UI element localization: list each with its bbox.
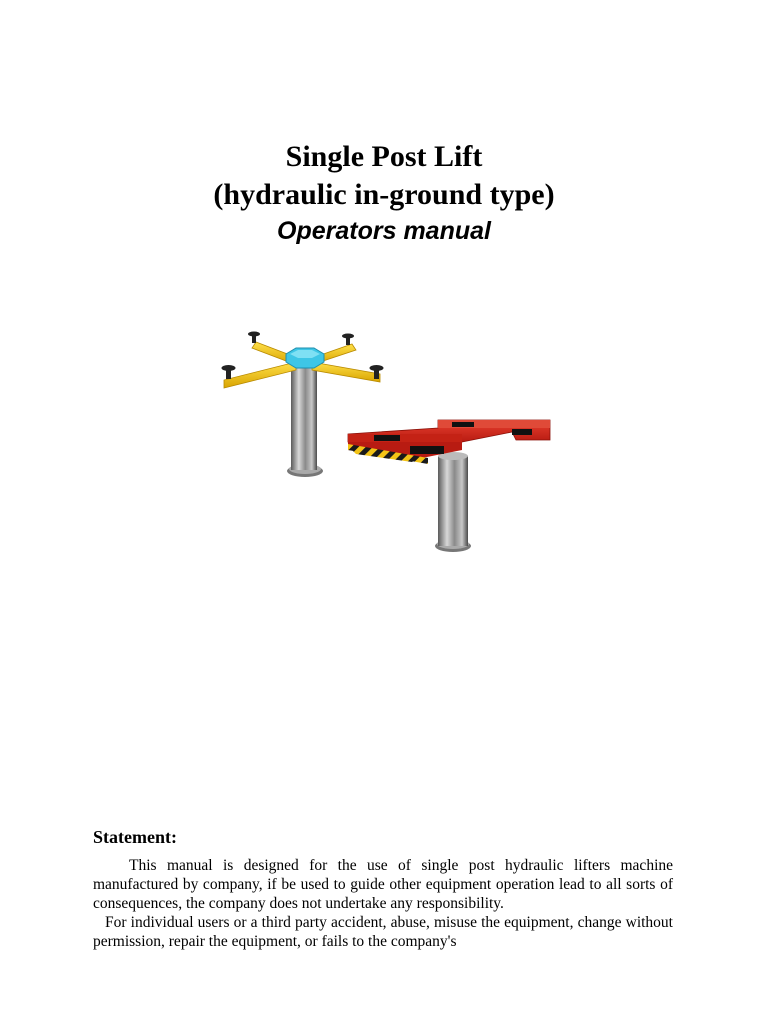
lift-pad-icon [342, 334, 354, 346]
document-title-type: (hydraulic in-ground type) [213, 178, 555, 211]
lift-illustration [216, 328, 552, 560]
document-title: Single Post Lift [285, 140, 483, 173]
lift-pad-icon [222, 365, 236, 379]
statement-paragraph: This manual is designed for the use of single post hydraulic lifters machine manufactured by company, if be used to guide other equipment operation lead to all sorts of consequences, the company does not undertake any responsibility. [93, 857, 673, 912]
lift-pad-icon [248, 332, 260, 344]
yellow-four-arm-lift [222, 332, 384, 478]
statement-section [93, 826, 673, 951]
statement-paragraph: For individual users or a third party accident, abuse, misuse the equipment, change without permission, repair the equipment, or fails to the company's [93, 914, 673, 950]
document-subtitle: Operators manual [277, 217, 491, 245]
title-block [0, 138, 768, 248]
red-platform-lift [348, 420, 550, 552]
statement-heading: Statement: [93, 827, 177, 847]
